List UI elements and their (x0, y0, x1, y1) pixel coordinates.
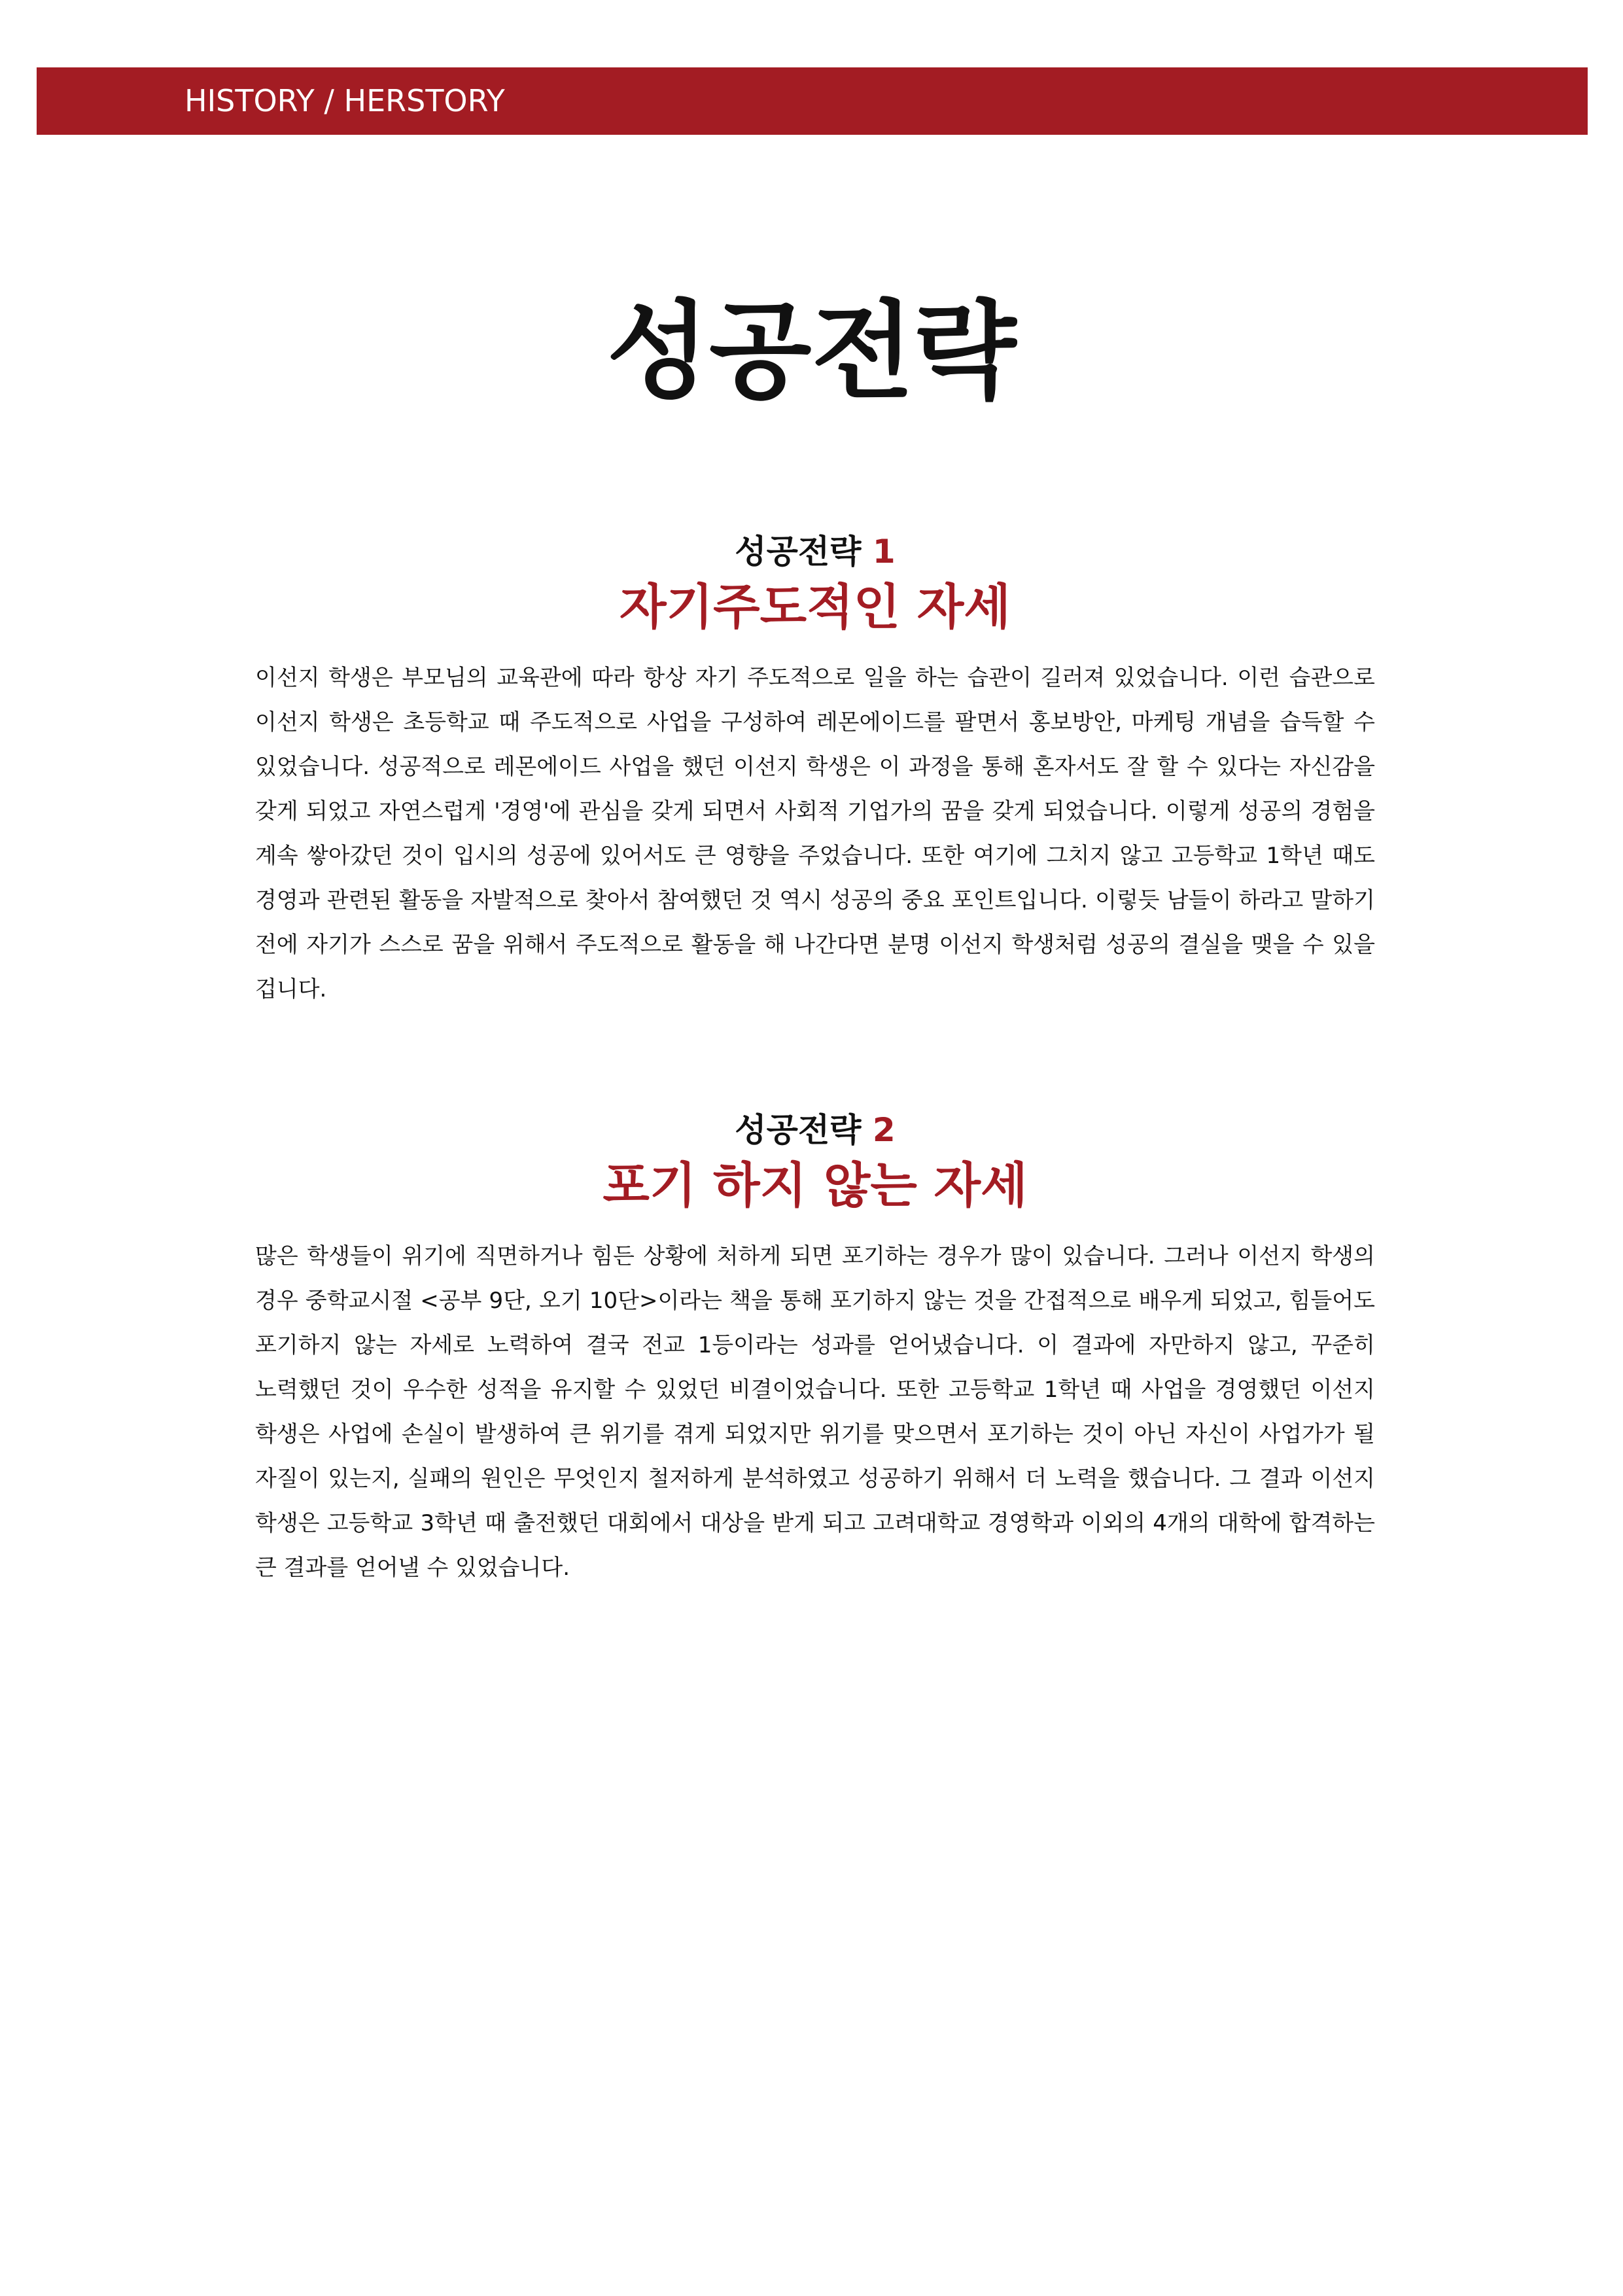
section-label (255, 1107, 1375, 1153)
header-bar (37, 67, 1588, 135)
section-heading (255, 529, 1375, 640)
section-label-prefix: 성공전략 (735, 533, 862, 571)
strategy-section-1 (255, 529, 1375, 1012)
section-title: 자기주도적인 자세 (620, 579, 1011, 635)
section-body: 이선지 학생은 부모님의 교육관에 따라 항상 자기 주도적으로 일을 하는 습관이 길러져 있었습니다. 이런 습관으로 이선지 학생은 초등학교 때 주도적으로 사업을 구성하여 레몬에이드를 팔면서 홍보방안, 마케팅 개념을 습득할 수 있었습니다. 성공적으로 레몬에이드 사업을 했던 이선지 학생은 이 과정을 통해 혼자서도 잘 할 수 있다는 자신감을 갖게 되었고 자연스럽게 '경영'에 관심을 갖게 되면서 사회적 기업가의 꿈을 갖게 되었습니다. 이렇게 성공의 경험을 계속 쌓아갔던 것이 입시의 성공에 있어서도 큰 영향을 주었습니다. 또한 여기에 그치지 않고 고등학교 1학년 때도 경영과 관련된 활동을 자발적으로 찾아서 참여했던 것 역시 성공의 중요 포인트입니다. 이렇듯 남들이 하라고 말하기 전에 자기가 스스로 꿈을 위해서 주도적으로 활동을 해 나간다면 분명 이선지 학생처럼 성공의 결실을 맺을 수 있을 겁니다. (255, 665, 1375, 1002)
strategy-section-2 (255, 1107, 1375, 1590)
section-heading (255, 1107, 1375, 1218)
section-label-number: 2 (872, 1111, 896, 1149)
section-body: 많은 학생들이 위기에 직면하거나 힘든 상황에 처하게 되면 포기하는 경우가 많이 있습니다. 그러나 이선지 학생의 경우 중학교시절 <공부 9단, 오기 10단>이라는 책을 통해 포기하지 않는 것을 간접적으로 배우게 되었고, 힘들어도 포기하지 않는 자세로 노력하여 결국 전교 1등이라는 성과를 얻어냈습니다. 이 결과에 자만하지 않고, 꾸준히 노력했던 것이 우수한 성적을 유지할 수 있었던 비결이었습니다. 또한 고등학교 1학년 때 사업을 경영했던 이선지 학생은 사업에 손실이 발생하여 큰 위기를 겪게 되었지만 위기를 맞으면서 포기하는 것이 아닌 자신이 사업가가 될 자질이 있는지, 실패의 원인은 무엇인지 철저하게 분석하였고 성공하기 위해서 더 노력을 했습니다. 그 결과 이선지 학생은 고등학교 3학년 때 출전했던 대회에서 대상을 받게 되고 고려대학교 경영학과 이외의 4개의 대학에 합격하는 큰 결과를 얻어낼 수 있었습니다. (255, 1243, 1375, 1581)
page-title: 성공전략 (606, 291, 1017, 414)
section-label-prefix: 성공전략 (735, 1111, 862, 1149)
section-title: 포기 하지 않는 자세 (602, 1157, 1028, 1214)
section-label-number: 1 (872, 533, 896, 571)
header-label: HISTORY / HERSTORY (184, 83, 505, 118)
section-label (255, 529, 1375, 574)
